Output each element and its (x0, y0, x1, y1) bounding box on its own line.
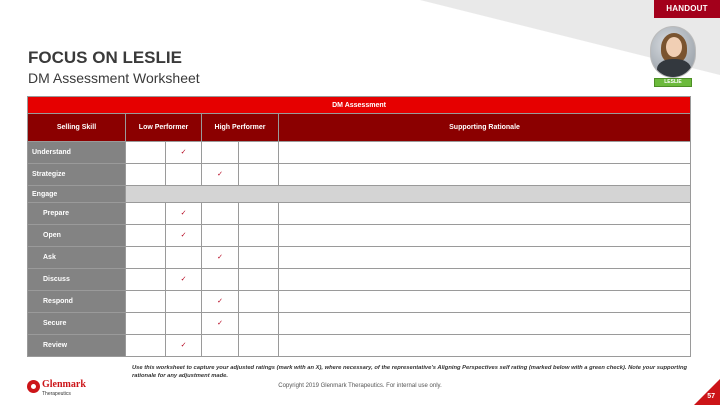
rating-cell[interactable] (166, 291, 202, 313)
header-selling-skill: Selling Skill (28, 114, 126, 142)
rationale-cell[interactable] (279, 225, 691, 247)
page-title: FOCUS ON LESLIE (28, 48, 182, 67)
table-row (28, 313, 691, 335)
rationale-cell[interactable] (279, 142, 691, 164)
table-main-header: DM Assessment (28, 97, 691, 114)
rating-cell[interactable] (126, 313, 166, 335)
skill-label: Secure (28, 313, 126, 335)
header-supporting-rationale: Supporting Rationale (279, 114, 691, 142)
rationale-cell[interactable] (279, 269, 691, 291)
checkmark-icon[interactable]: ✓ (166, 225, 202, 247)
rating-cell[interactable] (166, 164, 202, 186)
rating-cell[interactable] (202, 203, 239, 225)
rationale-cell[interactable] (279, 335, 691, 357)
instruction-note: Use this worksheet to capture your adjusted ratings (mark with an X), where necessary, of the representative's Aligning Perspectives self rating (marked below with a green check). Note your supporting rationale for any adjustment made. (132, 365, 688, 380)
rating-cell[interactable] (126, 335, 166, 357)
page-corner-decoration (694, 379, 720, 405)
rating-cell[interactable] (239, 164, 279, 186)
rating-cell[interactable] (166, 247, 202, 269)
glenmark-logo (27, 378, 107, 400)
rating-cell[interactable] (239, 313, 279, 335)
skill-label: Discuss (28, 269, 126, 291)
checkmark-icon[interactable]: ✓ (202, 313, 239, 335)
logo-name: Glenmark (42, 379, 86, 390)
rating-cell[interactable] (239, 247, 279, 269)
copyright-text: Copyright 2019 Glenmark Therapeutics. For internal use only. (278, 383, 442, 389)
rating-cell[interactable] (126, 164, 166, 186)
rating-cell[interactable] (202, 335, 239, 357)
profile-photo-icon (650, 26, 696, 78)
skill-label: Respond (28, 291, 126, 313)
rating-cell[interactable] (126, 269, 166, 291)
rating-cell[interactable] (239, 142, 279, 164)
rationale-cell[interactable] (279, 313, 691, 335)
rating-cell[interactable] (126, 225, 166, 247)
rating-cell[interactable] (239, 203, 279, 225)
skill-label: Engage (28, 186, 126, 203)
rating-cell[interactable] (239, 335, 279, 357)
rationale-cell[interactable] (279, 291, 691, 313)
skill-label: Prepare (28, 203, 126, 225)
checkmark-icon[interactable]: ✓ (166, 269, 202, 291)
rating-cell[interactable] (126, 142, 166, 164)
checkmark-icon[interactable]: ✓ (202, 247, 239, 269)
rating-cell[interactable] (239, 269, 279, 291)
rating-cell[interactable] (202, 269, 239, 291)
assessment-table (27, 96, 691, 357)
checkmark-icon[interactable]: ✓ (202, 164, 239, 186)
skill-label: Review (28, 335, 126, 357)
skill-label: Strategize (28, 164, 126, 186)
rating-cell[interactable] (202, 142, 239, 164)
table-body (28, 142, 691, 357)
table-row (28, 164, 691, 186)
rating-cell[interactable] (126, 247, 166, 269)
rationale-cell[interactable] (279, 247, 691, 269)
rationale-cell[interactable] (279, 203, 691, 225)
header-low-performer: Low Performer (126, 114, 202, 142)
logo-mark-icon (27, 380, 40, 393)
rating-cell[interactable] (166, 313, 202, 335)
table-row (28, 291, 691, 313)
table-row (28, 269, 691, 291)
table-row (28, 335, 691, 357)
table-row (28, 142, 691, 164)
checkmark-icon[interactable]: ✓ (166, 142, 202, 164)
skill-label: Open (28, 225, 126, 247)
page-number: 57 (707, 393, 715, 400)
skill-label: Ask (28, 247, 126, 269)
handout-label: HANDOUT (654, 0, 720, 18)
rating-cell[interactable] (126, 203, 166, 225)
skill-label: Understand (28, 142, 126, 164)
avatar (650, 26, 696, 86)
rationale-cell[interactable] (279, 164, 691, 186)
logo-tagline: Therapeutics (42, 391, 71, 397)
avatar-name-badge: LESLIE (654, 78, 692, 87)
table-row (28, 225, 691, 247)
rating-cell[interactable] (239, 225, 279, 247)
table-row (28, 247, 691, 269)
table-row (28, 203, 691, 225)
checkmark-icon[interactable]: ✓ (166, 203, 202, 225)
checkmark-icon[interactable]: ✓ (166, 335, 202, 357)
checkmark-icon[interactable]: ✓ (202, 291, 239, 313)
rating-cell[interactable] (239, 291, 279, 313)
section-fill (126, 186, 691, 203)
rating-cell[interactable] (202, 225, 239, 247)
rating-cell[interactable] (126, 291, 166, 313)
section-row (28, 186, 691, 203)
page-subtitle: DM Assessment Worksheet (28, 70, 200, 86)
header-high-performer: High Performer (202, 114, 279, 142)
